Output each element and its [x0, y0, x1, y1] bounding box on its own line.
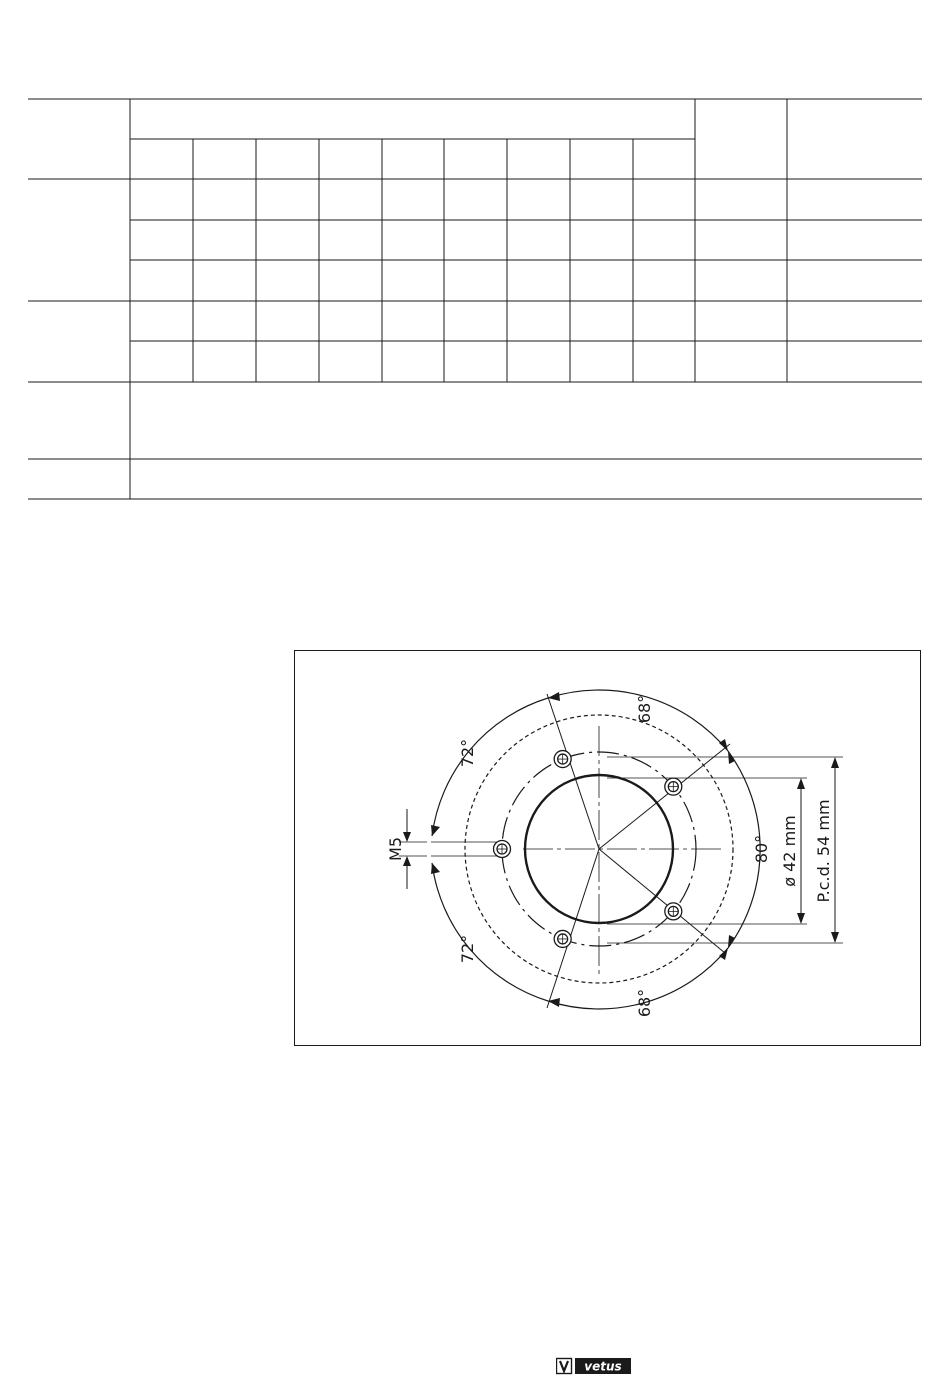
angle-arc-upper-left	[432, 698, 548, 836]
hole-left	[494, 841, 511, 858]
hole-top-right	[665, 778, 682, 795]
logo-mark-v	[560, 1361, 568, 1371]
angle-arc-lower-left	[432, 863, 548, 1001]
label-angle-right: 80°	[752, 834, 771, 864]
leader-bottom-left	[547, 849, 599, 1008]
label-angle-lower-left: 72°	[458, 934, 477, 964]
arrow-arc-right-top	[728, 751, 735, 764]
label-m5: M5	[386, 837, 405, 861]
spec-table	[28, 98, 922, 502]
arrow-bore-bottom	[797, 913, 805, 924]
arrow-arc-left-bottom	[431, 863, 440, 874]
arrow-pcd-top	[831, 757, 839, 768]
hole-top-left	[554, 751, 571, 768]
leader-bottom-right	[599, 849, 725, 953]
label-bore-diameter: ø 42 mm	[780, 815, 799, 887]
leader-top-right	[599, 744, 730, 849]
vetus-logo	[556, 1356, 632, 1376]
hole-bottom-left	[554, 930, 571, 947]
hole-bottom-right	[665, 903, 682, 920]
label-angle-top: 68°	[635, 694, 654, 724]
label-angle-bottom: 68°	[635, 988, 654, 1018]
mounting-drawing	[295, 651, 922, 1047]
label-pcd: P.c.d. 54 mm	[814, 799, 833, 903]
arrow-arc-right-bottom	[728, 935, 735, 948]
arrow-pcd-bottom	[831, 932, 839, 943]
arrow-arc-left-top	[431, 825, 440, 836]
label-angle-upper-left: 72°	[458, 738, 477, 768]
logo-word: vetus	[584, 1359, 622, 1374]
arrow-bore-top	[797, 778, 805, 789]
mounting-drawing-frame	[294, 650, 921, 1046]
arrow-arc-top-left	[548, 692, 560, 701]
